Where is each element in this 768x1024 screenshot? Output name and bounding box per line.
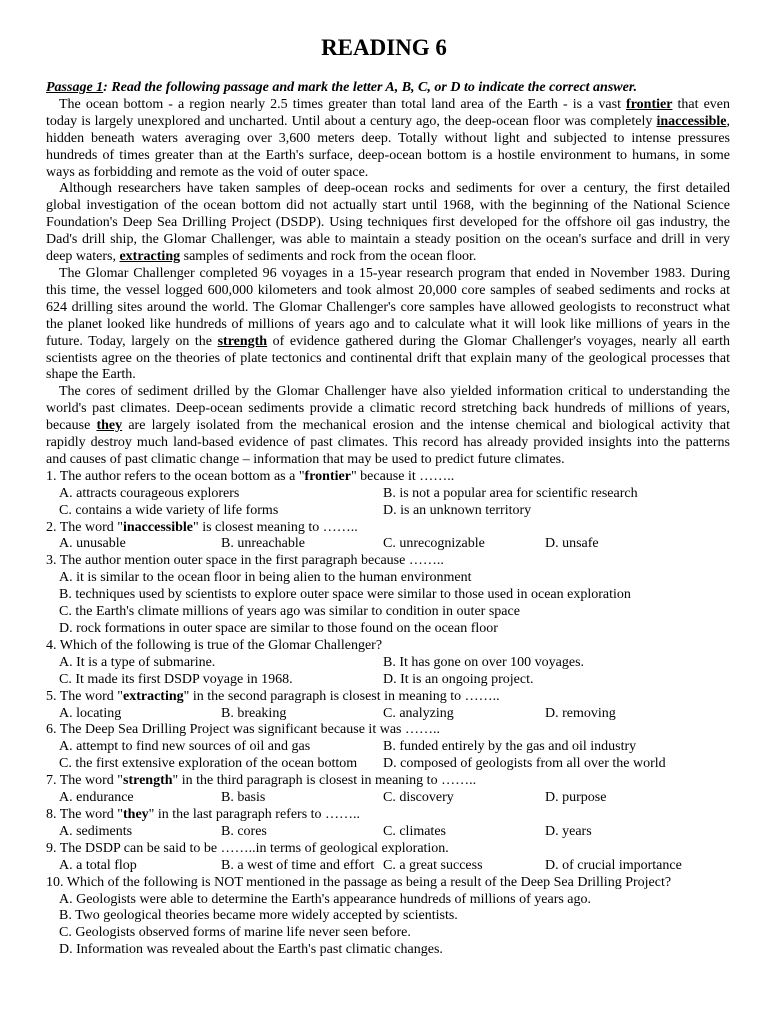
passage-line: ways as forbidding and remote as the void of outer space.: [46, 164, 369, 180]
answer-options: [46, 790, 730, 807]
key-word-strength: strength: [217, 333, 268, 349]
question-keyword: extracting: [123, 688, 184, 704]
line-text: The ocean bottom - a region nearly 2.5 times greater than total land area of the Earth - is a vast: [59, 96, 627, 112]
question: [46, 773, 730, 807]
answer-option: B. It has gone on over 100 voyages.: [383, 654, 585, 670]
answer-option: A. locating: [59, 705, 122, 721]
line-text: because: [46, 418, 97, 434]
question: [46, 553, 730, 638]
answer-option: B. breaking: [221, 705, 287, 721]
question-stem: 3. The author mention outer space in the first paragraph because ……..: [46, 553, 444, 569]
answer-option: B. Two geological theories became more widely accepted by scientists.: [59, 908, 458, 924]
question-keyword: inaccessible: [123, 519, 193, 535]
question-stem: [46, 520, 730, 537]
question: [46, 520, 730, 554]
passage-line: 624 drilling sites around the world. The Glomar Challenger's core samples have allowed geologists to reconstruct what: [46, 299, 730, 315]
passage-line: scientists agree on the theories of plate tectonics and continental drift that explain many of the geological processes that: [46, 350, 730, 366]
question: [46, 689, 730, 723]
answer-options: [46, 655, 730, 689]
question: [46, 875, 730, 960]
question-stem: [46, 689, 730, 706]
answer-option: D. purpose: [545, 790, 607, 806]
answer-option: D. composed of geologists from all over the world: [383, 756, 666, 772]
passage-paragraph: [46, 384, 730, 469]
line-text: that even: [672, 96, 730, 112]
answer-options: [46, 486, 730, 520]
answer-option: B. cores: [221, 823, 267, 839]
passage-line: the planet looked like hundreds of millions of years ago and to calculate what it will look like millions of years in the: [46, 316, 730, 332]
line-text: samples of sediments and rock from the ocean floor.: [180, 249, 477, 265]
answer-options: [46, 739, 730, 773]
passage-line: The cores of sediment drilled by the Glomar Challenger have also yielded information critical to understanding the: [59, 384, 730, 400]
question-keyword: frontier: [304, 468, 351, 484]
key-word-extracting: extracting: [119, 249, 181, 265]
stem-text: " in the second paragraph is closest in meaning to ……..: [183, 688, 500, 704]
answer-option: A. unusable: [59, 536, 126, 552]
answer-option: C. discovery: [383, 790, 454, 806]
question: [46, 469, 730, 520]
answer-options: [46, 892, 730, 960]
passage-paragraph: [46, 97, 730, 182]
key-word-they: they: [96, 418, 123, 434]
stem-text: 7. The word ": [46, 773, 123, 789]
page-title: READING 6: [321, 35, 447, 60]
line-text: are largely isolated from the mechanical erosion and the intense chemical and biological activity that: [122, 418, 730, 434]
answer-option: A. sediments: [59, 823, 133, 839]
passage-line: global investigation of the ocean bottom did not actually start until 1968, with the beginning of the National Science: [46, 198, 730, 214]
line-text: future. Today, largely on the: [46, 333, 218, 349]
answer-option: D. Information was revealed about the Earth's past climatic changes.: [59, 942, 443, 958]
passage-line: Although researchers have taken samples of deep-ocean rocks and sediments for over a century, the first detailed: [59, 181, 730, 197]
passage-label: Passage 1: [46, 80, 104, 95]
answer-option: B. is not a popular area for scientific research: [383, 485, 638, 501]
answer-options: [46, 536, 730, 553]
question-stem: 4. Which of the following is true of the Glomar Challenger?: [46, 637, 383, 653]
answer-option: A. a total flop: [59, 857, 137, 873]
passage-line: hundreds of times greater than at the Earth's surface, deep-ocean bottom is a hostile environment to humans, in some: [46, 147, 730, 163]
stem-text: 8. The word ": [46, 806, 123, 822]
passage-line: shape the Earth.: [46, 367, 136, 383]
passage-line: this time, the vessel logged 600,000 kilometers and took almost 20,000 core samples of seabed sediments and rocks at: [46, 282, 730, 298]
question-stem: [46, 807, 730, 824]
answer-option: A. It is a type of submarine.: [59, 654, 216, 670]
question: [46, 722, 730, 773]
stem-text: " because it ……..: [350, 468, 455, 484]
answer-option: D. rock formations in outer space are similar to those found on the ocean floor: [59, 621, 498, 636]
question-keyword: they: [123, 806, 149, 822]
answer-option: A. endurance: [59, 790, 134, 806]
question-stem: 9. The DSDP can be said to be ……..in terms of geological exploration.: [46, 840, 449, 856]
passage-paragraph: [46, 181, 730, 266]
passage-line: Dad's drill ship, the Glomar Challenger, was able to maintain a steady position on the ocean's surface and drill in very: [46, 232, 730, 248]
question-stem: 10. Which of the following is NOT mentioned in the passage as being a result of the Deep Sea Drilling Project?: [46, 874, 672, 890]
passage-line: [46, 418, 730, 435]
passage-line: world's past climates. Deep-ocean sediments provide a climatic record stretching back hundreds of millions of years,: [46, 401, 730, 417]
answer-option: B. basis: [221, 790, 266, 806]
answer-option: C. the Earth's climate millions of years ago was similar to condition in outer space: [59, 604, 520, 620]
passage-paragraph: [46, 266, 730, 384]
line-text: ,: [726, 113, 730, 129]
answer-option: D. unsafe: [545, 536, 599, 552]
answer-option: A. attempt to find new sources of oil and gas: [59, 739, 311, 755]
question-stem: 6. The Deep Sea Drilling Project was significant because it was ……..: [46, 722, 440, 738]
passage-line: [46, 249, 730, 266]
question-stem: [46, 773, 730, 790]
answer-option: C. a great success: [383, 857, 483, 873]
question: [46, 638, 730, 689]
stem-text: 2. The word ": [46, 519, 123, 535]
passage-line: [46, 334, 730, 351]
question-stem: [46, 469, 730, 486]
passage-line: and causes of past climatic change – information that may be used to predict future climates.: [46, 451, 565, 467]
answer-option: B. a west of time and effort: [221, 857, 375, 873]
answer-options: [46, 858, 730, 875]
passage-line: The Glomar Challenger completed 96 voyages in a 15-year research program that ended in November 1983. During: [59, 265, 730, 281]
key-word-inaccessible: inaccessible: [656, 113, 727, 129]
answer-option: A. attracts courageous explorers: [59, 485, 240, 501]
answer-option: B. unreachable: [221, 536, 305, 552]
instruction-text: : Read the following passage and mark the letter A, B, C, or D to indicate the correct answer.: [103, 80, 638, 95]
line-text: of evidence gathered during the Glomar Challenger's voyages, nearly all earth: [267, 333, 730, 349]
passage-line: [46, 114, 730, 131]
line-text: deep waters,: [46, 249, 120, 265]
answer-option: C. unrecognizable: [383, 536, 485, 552]
passage-instruction: [46, 80, 730, 97]
answer-option: C. Geologists observed forms of marine life never seen before.: [59, 925, 411, 941]
answer-option: B. funded entirely by the gas and oil industry: [383, 739, 637, 755]
line-text: today is largely unexplored and uncharted. Until about a century ago, the deep-ocean floor was completely: [46, 113, 657, 129]
stem-text: " in the third paragraph is closest in meaning to ……..: [172, 773, 477, 789]
answer-options: [46, 824, 730, 841]
answer-option: C. It made its first DSDP voyage in 1968.: [59, 671, 293, 687]
answer-option: D. It is an ongoing project.: [383, 671, 534, 687]
answer-option: A. it is similar to the ocean floor in being alien to the human environment: [59, 570, 472, 586]
passage-line: [46, 97, 730, 114]
question: [46, 841, 730, 875]
stem-text: 1. The author refers to the ocean bottom as a ": [46, 468, 305, 484]
answer-option: D. removing: [545, 705, 616, 721]
stem-text: 5. The word ": [46, 688, 123, 704]
answer-option: D. years: [545, 823, 592, 839]
answer-option: C. analyzing: [383, 705, 454, 721]
answer-options: [46, 570, 730, 638]
worksheet: [46, 80, 730, 959]
stem-text: " is closest meaning to ……..: [193, 519, 358, 535]
answer-option: D. is an unknown territory: [383, 502, 532, 518]
answer-option: C. contains a wide variety of life forms: [59, 502, 279, 518]
answer-options: [46, 706, 730, 723]
answer-option: A. Geologists were able to determine the Earth's appearance hundreds of millions of years ago.: [59, 891, 592, 907]
stem-text: " in the last paragraph refers to ……..: [148, 806, 361, 822]
answer-option: D. of crucial importance: [545, 857, 682, 873]
answer-option: B. techniques used by scientists to explore outer space were similar to those used in ocean exploration: [59, 587, 631, 603]
answer-option: C. the first extensive exploration of the ocean bottom: [59, 756, 358, 772]
answer-option: C. climates: [383, 823, 446, 839]
question-keyword: strength: [123, 773, 173, 789]
passage-line: hidden beneath waters averaging over 3,600 meters deep. Totally without light and subjected to intense pressures: [46, 130, 730, 146]
passage-line: Foundation's Deep Sea Drilling Project (DSDP). Using techniques first developed for the offshore oil gas industry, the: [46, 215, 730, 231]
passage-line: rapidly destroy much land-based evidence of past climates. This record has already provided insights into the patterns: [46, 435, 730, 451]
question: [46, 807, 730, 841]
key-word-frontier: frontier: [626, 96, 673, 112]
